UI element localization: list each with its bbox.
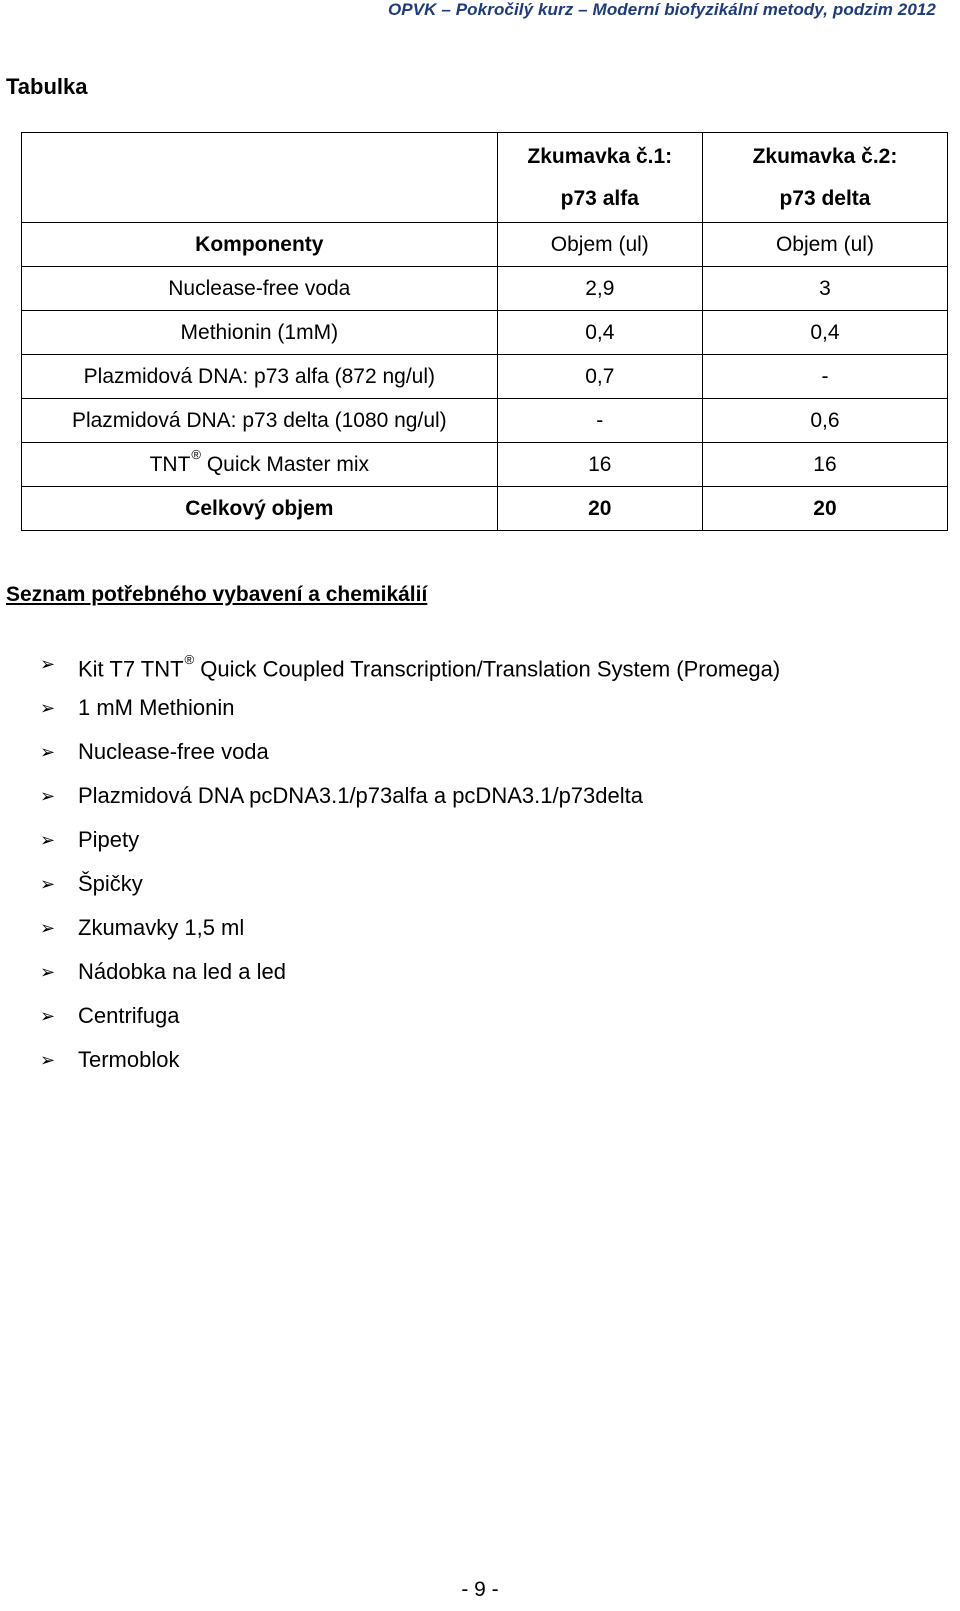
table-row-total: [22, 487, 948, 531]
table-row: [22, 311, 948, 355]
row-label: Plazmidová DNA: p73 alfa (872 ng/ul): [22, 355, 498, 399]
arrow-bullet-icon: ➢: [40, 962, 56, 982]
list-item-text: Špičky: [78, 871, 143, 896]
cell-tube-1: -: [497, 399, 702, 443]
page-header: OPVK – Pokročilý kurz – Moderní biofyzikální metody, podzim 2012: [387, 0, 936, 19]
cell-tube-2: 16: [702, 443, 947, 487]
table-header-row: [22, 133, 948, 223]
list-item: [40, 957, 780, 1001]
cell-tube-2: 20: [702, 487, 947, 531]
table-row: [22, 443, 948, 487]
arrow-bullet-icon: ➢: [40, 786, 56, 806]
row-label: Nuclease-free voda: [22, 267, 498, 311]
table-row: [22, 223, 948, 267]
list-item: [40, 737, 780, 781]
list-item-text-part: Kit T7 TNT: [78, 656, 184, 682]
section-title: Tabulka: [6, 74, 88, 99]
arrow-bullet-icon: ➢: [40, 918, 56, 938]
cell-tube-2: 0,4: [702, 311, 947, 355]
list-item-text: Plazmidová DNA pcDNA3.1/p73alfa a pcDNA3.1/p73delta: [78, 783, 643, 808]
registered-mark: ®: [184, 652, 195, 667]
table-row: [22, 267, 948, 311]
equipment-list: [40, 649, 780, 1089]
list-item: [40, 649, 780, 693]
cell-tube-2: 3: [702, 267, 947, 311]
cell-tube-1: 2,9: [497, 267, 702, 311]
cell-tube-1: 0,4: [497, 311, 702, 355]
row-label: [22, 443, 498, 487]
arrow-bullet-icon: ➢: [40, 1006, 56, 1026]
column-header-line: Zkumavka č.1:: [527, 145, 673, 169]
equipment-list-title: Seznam potřebného vybavení a chemikálií: [6, 583, 428, 606]
cell-tube-2: 0,6: [702, 399, 947, 443]
cell-tube-2: Objem (ul): [702, 223, 947, 267]
arrow-bullet-icon: ➢: [40, 742, 56, 762]
arrow-bullet-icon: ➢: [40, 654, 56, 674]
list-item-text-part: Quick Coupled Transcription/Translation System (Promega): [194, 656, 781, 682]
row-label-text: Quick Master mix: [201, 453, 370, 477]
list-item: [40, 693, 780, 737]
arrow-bullet-icon: ➢: [40, 874, 56, 894]
list-item: [40, 1001, 780, 1045]
table-row: [22, 355, 948, 399]
cell-tube-2: -: [702, 355, 947, 399]
arrow-bullet-icon: ➢: [40, 1050, 56, 1070]
column-header-line: p73 alfa: [560, 186, 639, 210]
cell-tube-1: 16: [497, 443, 702, 487]
arrow-bullet-icon: ➢: [40, 698, 56, 718]
registered-mark: ®: [191, 447, 202, 463]
row-label: Celkový objem: [22, 487, 498, 531]
list-item-text: Nuclease-free voda: [78, 739, 269, 764]
column-header-line: Zkumavka č.2:: [752, 145, 898, 169]
cell-tube-1: Objem (ul): [497, 223, 702, 267]
list-item: [40, 781, 780, 825]
arrow-bullet-icon: ➢: [40, 830, 56, 850]
row-label: Komponenty: [22, 223, 498, 267]
components-table: [21, 132, 948, 531]
list-item-text: Termoblok: [78, 1047, 180, 1072]
list-item-text: [78, 649, 780, 684]
column-header-tube-1: [497, 133, 702, 223]
cell-tube-1: 0,7: [497, 355, 702, 399]
list-item: [40, 825, 780, 869]
list-item-text: Zkumavky 1,5 ml: [78, 915, 245, 940]
page-number: - 9 -: [461, 1578, 499, 1601]
row-label-text: TNT: [149, 453, 191, 477]
list-item-text: Centrifuga: [78, 1003, 180, 1028]
table-corner-cell: [22, 133, 498, 223]
row-label: Plazmidová DNA: p73 delta (1080 ng/ul): [22, 399, 498, 443]
table-row: [22, 399, 948, 443]
row-label: Methionin (1mM): [22, 311, 498, 355]
column-header-tube-2: [702, 133, 947, 223]
column-header-line: p73 delta: [779, 186, 871, 210]
list-item: [40, 1045, 780, 1089]
cell-tube-1: 20: [497, 487, 702, 531]
list-item-text: 1 mM Methionin: [78, 695, 235, 720]
list-item: [40, 913, 780, 957]
list-item: [40, 869, 780, 913]
list-item-text: Pipety: [78, 827, 140, 852]
list-item-text: Nádobka na led a led: [78, 959, 286, 984]
